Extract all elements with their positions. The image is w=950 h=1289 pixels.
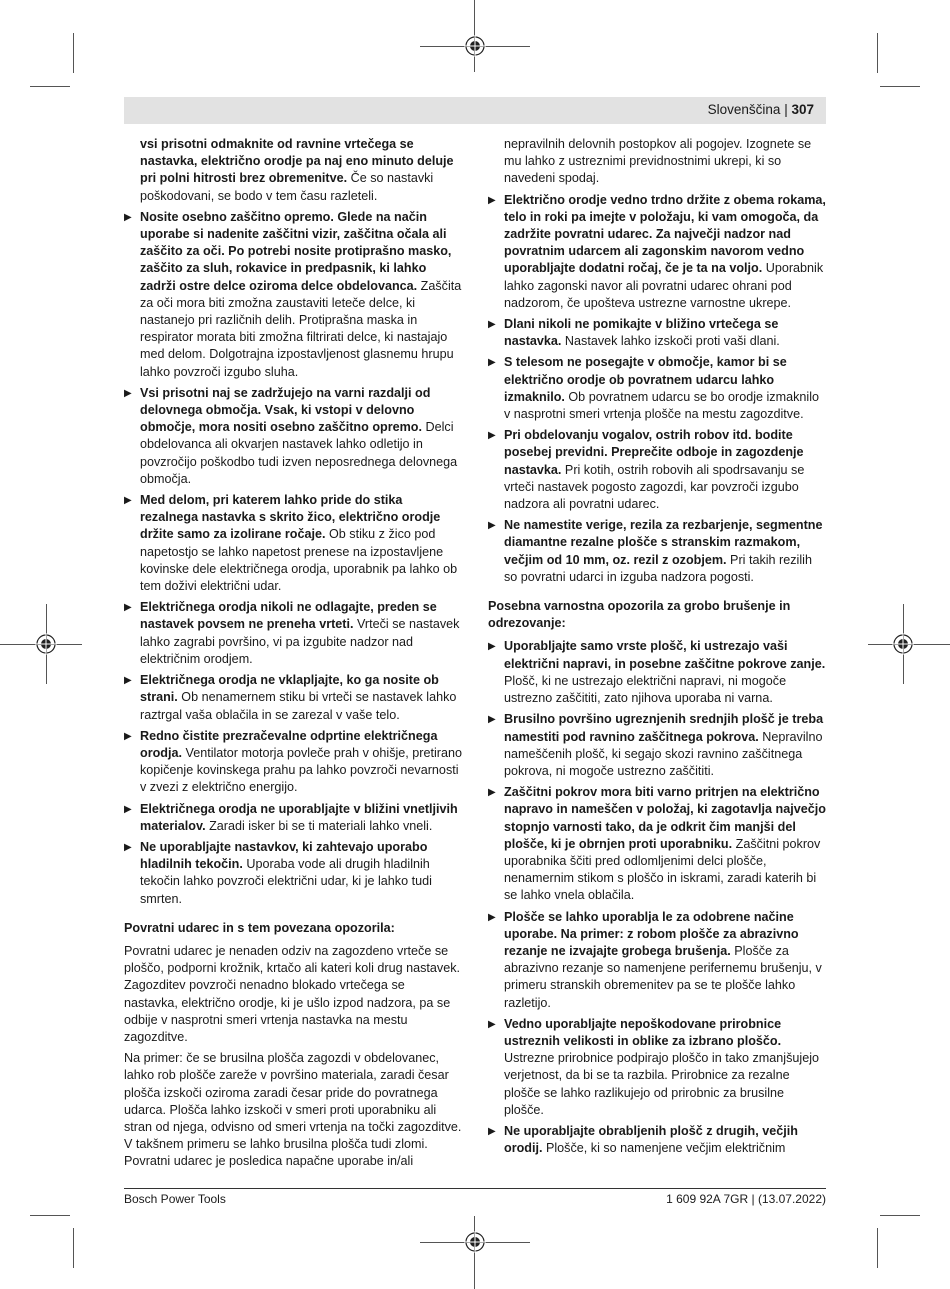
bullet-arrow-icon: ▶	[124, 803, 132, 815]
warning-item	[488, 711, 826, 780]
crop-mark	[30, 1215, 70, 1216]
warning-item	[124, 839, 462, 908]
bold-text: Ne namestite verige, rezila za rezbarjenje, segmentne diamantne rezalne plošče s stranskim razmakom, večjim od 10 mm, oz. rezil z ozobjem.	[504, 518, 823, 567]
right-column	[488, 136, 826, 1161]
bullet-arrow-icon: ▶	[488, 194, 496, 206]
left-warning-list	[124, 209, 462, 908]
bold-text: Ne uporabljajte obrabljenih plošč z drugih, večjih orodij.	[504, 1123, 798, 1156]
bullet-arrow-icon: ▶	[488, 911, 496, 923]
bullet-arrow-icon: ▶	[124, 730, 132, 742]
body-text: Ustrezne prirobnice podpirajo ploščo in tako zmanjšujejo verjetnost, da bi se ta razbila. Prirobnice za rezalne plošče se lahko razlikujejo od prirobnic za brusilne plošče.	[504, 1051, 820, 1117]
page-number: 307	[791, 102, 814, 117]
body-text: Nastavek lahko izskoči proti vaši dlani.	[561, 334, 780, 349]
registration-target-icon	[464, 1231, 486, 1253]
warning-item	[488, 316, 826, 350]
body-paragraph: Povratni udarec je nenaden odziv na zagozdeno vrteče se ploščo, podporni krožnik, krtačo ali kateri koli drug nastavek. Zagozditev povzroči nenadno blokado vrtečega se nastavka, električno orodje, ki je ušlo izpod nadzora, pa se odbije v nasprotni smeri vrtenja nastavka na mestu zagozditve.	[124, 943, 460, 1044]
bold-text: Pri obdelovanju vogalov, ostrih robov itd. bodite posebej previdni. Preprečite odboje in zagozdenje nastavka.	[504, 428, 804, 477]
intro-paragraph	[124, 136, 462, 205]
bold-text: Vedno uporabljajte nepoškodovane prirobnice ustreznih velikosti in oblike za izbrano ploščo.	[504, 1016, 782, 1048]
left-column	[124, 136, 462, 1175]
crop-mark	[877, 1228, 878, 1268]
bold-text: Brusilno površino ugreznjenih srednjih plošč je treba namestiti pod ravnino zaščitnega pokrova.	[504, 712, 824, 744]
bold-text: Nosite osebno zaščitno opremo. Glede na način uporabe si nadenite zaščitni vizir, zaščitna očala ali zaščito za oči. Po potrebi nosite protiprašno masko, zaščito za sluh, rokavice in predpasnik, ki lahko zadrži ostre delce oziroma delce obdelovanca.	[140, 209, 452, 293]
bold-text: Med delom, pri katerem lahko pride do stika rezalnega nastavka s skrito žico, električno orodje držite samo za izolirane ročaje.	[140, 493, 441, 542]
page-header-text	[708, 102, 826, 117]
bold-text: Redno čistite prezračevalne odprtine električnega orodja.	[140, 728, 438, 760]
body-text: Ob povratnem udarcu se bo orodje izmaknilo v nasprotni smeri vrtenja plošče na mestu zagozditve.	[504, 389, 819, 422]
warning-item	[488, 517, 826, 586]
crop-mark	[30, 86, 70, 87]
bullet-arrow-icon: ▶	[488, 520, 496, 532]
page-header	[124, 97, 826, 124]
body-text: Vrteči se nastavek lahko zagrabi površino, vi pa izgubite nadzor nad električnim orodjem.	[140, 617, 460, 666]
bold-text: vsi prisotni odmaknite od ravnine vrtečega se nastavka, električno orodje pa naj eno minuto deluje pri polni hitrosti brez obremenitve.	[140, 137, 454, 186]
body-text: Nepravilno nameščenih plošč, ki segajo skozi ravnino zaščitnega pokrova, ni mogoče ustrezno zaščititi.	[504, 729, 823, 778]
bold-text: Uporabljajte samo vrste plošč, ki ustrezajo vaši električni napravi, in posebne zaščitne pokrove zanje.	[504, 639, 826, 671]
bullet-arrow-icon: ▶	[124, 841, 132, 853]
bullet-arrow-icon: ▶	[124, 387, 132, 399]
header-separator: |	[784, 102, 788, 117]
crop-mark	[880, 86, 920, 87]
body-text: Če so nastavki poškodovani, se bodo v tem času razleteli.	[140, 171, 434, 203]
section-heading: Posebna varnostna opozorila za grobo brušenje in odrezovanje:	[488, 599, 791, 631]
body-text: Uporaba vode ali drugih hladilnih tekočin lahko povzroči električni udar, ki je lahko tudi smrten.	[140, 857, 432, 906]
body-text: Delci obdelovanca ali okvarjen nastavek lahko odletijo in povzročijo poškodbo tudi izven neposrednega delovnega območja.	[140, 420, 458, 486]
warning-item	[124, 599, 462, 668]
warning-item	[488, 354, 826, 423]
bold-text: Električnega orodja ne vklapljajte, ko ga nosite ob strani.	[140, 673, 439, 705]
bullet-arrow-icon: ▶	[488, 787, 496, 799]
right-warning-list	[488, 192, 826, 586]
right-warning-list	[488, 638, 826, 1157]
continuation-paragraph: nepravilnih delovnih postopkov ali pogojev. Izognete se mu lahko z ustreznimi previdnostnimi ukrepi, ki so navedeni spodaj.	[504, 137, 812, 186]
body-text: Pri kotih, ostrih robovih ali spodrsavanju se vrteči nastavek pogosto zagozdi, kar povzroči izgubo nadzora ali povratni udarec.	[504, 462, 805, 512]
bullet-arrow-icon: ▶	[124, 675, 132, 687]
bullet-arrow-icon: ▶	[488, 714, 496, 726]
warning-item	[488, 638, 826, 707]
registration-target-icon	[35, 633, 57, 655]
bold-text: Dlani nikoli ne pomikajte v bližino vrtečega se nastavka.	[504, 317, 779, 349]
warning-item	[488, 909, 826, 1012]
warning-item	[124, 492, 462, 595]
bold-text: Ne uporabljajte nastavkov, ki zahtevajo uporabo hladilnih tekočin.	[140, 839, 428, 872]
header-language: Slovenščina	[707, 102, 781, 117]
bullet-arrow-icon: ▶	[488, 357, 496, 369]
bullet-arrow-icon: ▶	[124, 495, 132, 507]
section-heading: Povratni udarec in s tem povezana opozorila:	[124, 920, 395, 935]
warning-item	[124, 728, 462, 797]
bullet-arrow-icon: ▶	[488, 430, 496, 442]
registration-target-icon	[464, 35, 486, 57]
warning-item	[124, 209, 462, 381]
registration-target-icon	[892, 633, 914, 655]
warning-item	[488, 192, 826, 312]
warning-item	[124, 801, 462, 835]
body-text: Zaradi isker bi se ti materiali lahko vneli.	[205, 818, 433, 833]
crop-mark	[73, 1228, 74, 1268]
body-text: Plošče, ki so namenjene večjim električnim	[542, 1141, 786, 1156]
bullet-arrow-icon: ▶	[488, 1125, 496, 1137]
footer-brand: Bosch Power Tools	[124, 1192, 226, 1206]
body-text: Ob nenamernem stiku bi vrteči se nastavek lahko raztrgal vaša oblačila in se zarezal v vaše telo.	[140, 690, 457, 722]
body-text: Zaščita za oči mora biti zmožna zaustaviti leteče delce, ki nastanejo pri različnih delih. Protiprašna maska in respirator morata biti zmožna filtrirati delce, ki nastajajo med delom. Dolgotrajna izpostavljenost glasnemu hrupu lahko povzroči izgubo sluha.	[140, 278, 462, 379]
footer-rule	[124, 1188, 826, 1189]
bullet-arrow-icon: ▶	[124, 211, 132, 223]
bullet-arrow-icon: ▶	[488, 1018, 496, 1030]
bold-text: Vsi prisotni naj se zadržujejo na varni razdalji od delovnega območja. Vsak, ki vstopi v delovno območje, mora nositi osebno zaščitno opremo.	[140, 385, 431, 435]
footer-doc-id: 1 609 92A 7GR | (13.07.2022)	[666, 1192, 826, 1206]
body-text: Ventilator motorja povleče prah v ohišje, pretirano kopičenje kovinskega prahu pa lahko povzroči nevarnosti v zvezi z električno energijo.	[140, 745, 462, 795]
crop-mark	[877, 33, 878, 73]
warning-item	[124, 672, 462, 724]
bold-text: Električnega orodja nikoli ne odlagajte, preden se nastavek povsem ne preneha vrteti.	[140, 600, 437, 632]
body-text: Plošč, ki ne ustrezajo električni napravi, ni mogoče ustrezno zaščititi, zato njihova uporaba ni varna.	[504, 673, 787, 706]
body-text: Plošče za abrazivno rezanje so namenjene perifernemu brušenju, v primeru stranskih obremenitev pa se te plošče lahko razletijo.	[504, 943, 822, 1010]
bold-text: Plošče se lahko uporablja le za odobrene načine uporabe. Na primer: z robom plošče za abrazivno rezanje ne izvajajte grobega brušenja.	[504, 909, 799, 958]
bullet-arrow-icon: ▶	[124, 602, 132, 614]
bullet-arrow-icon: ▶	[488, 319, 496, 331]
body-text: Zaščitni pokrov uporabnika ščiti pred odlomljenimi delci plošče, nenamernim stikom s ploščo in iskrami, zaradi katerih bi se lahko vnela oblačila.	[504, 836, 821, 903]
crop-mark	[73, 33, 74, 73]
warning-item	[124, 385, 462, 488]
crop-mark	[880, 1215, 920, 1216]
bold-text: Električno orodje vedno trdno držite z obema rokama, telo in roki pa imejte v položaju, ki vam omogoča, da zadržite povratni udarec. Za največji nadzor nad povratnim udarcem ali zagonskim navorom vedno uporabljajte dodatni ročaj, če je ta na voljo.	[504, 192, 826, 276]
warning-item	[488, 1016, 826, 1119]
bold-text: Zaščitni pokrov mora biti varno pritrjen na električno napravo in nameščen v položaj, ki zagotavlja največjo stopnjo varnosti tako, da je odkrit čim manjši del plošče, ki je obrnjen proti uporabniku.	[504, 785, 826, 851]
bold-text: Električnega orodja ne uporabljajte v bližini vnetljivih materialov.	[140, 801, 458, 833]
body-text: Uporabnik lahko zagonski navor ali povratni udarec ohrani pod nadzorom, če upošteva ustrezne varnostne ukrepe.	[504, 261, 824, 310]
bullet-arrow-icon: ▶	[488, 641, 496, 653]
warning-item	[488, 1123, 826, 1157]
body-paragraph: Na primer: če se brusilna plošča zagozdi v obdelovanec, lahko rob plošče zareže v površino materiala, zaradi česar plošča izskoči oziroma zaradi česar pride do povratnega udarca. Plošča lahko izskoči v smeri proti uporabniku ali stran od njega, odvisno od smeri vrtenja na točki zagozditve. V takšnem primeru se lahko brusilna plošča tudi zlomi. Povratni udarec je posledica napačne uporabe in/ali	[124, 1051, 462, 1169]
warning-item	[488, 784, 826, 904]
warning-item	[488, 427, 826, 513]
body-text: Pri takih rezilih so povratni udarci in izguba nadzora pogosti.	[504, 552, 812, 584]
body-text: Ob stiku z žico pod napetostjo se lahko napetost prenese na izpostavljene kovinske dele električnega orodja, uporabnik pa lahko ob tem doživi električni udar.	[140, 527, 458, 594]
bold-text: S telesom ne posegajte v območje, kamor bi se električno orodje ob povratnem udarcu lahko izmaknilo.	[504, 355, 787, 404]
